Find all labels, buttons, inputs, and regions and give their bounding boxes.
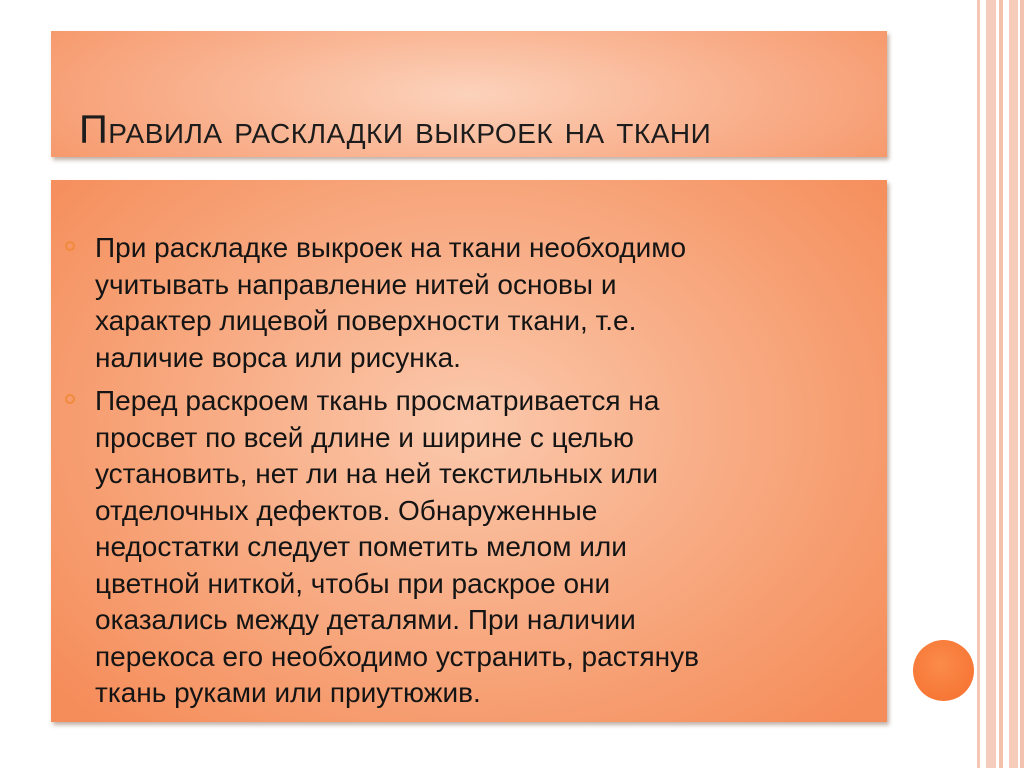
bullet-line: установить, нет ли на ней текстильных или [95, 458, 659, 489]
bullet-line: оказались между деталями. При наличии [95, 604, 636, 635]
bullet-line: ткань руками или приутюжив. [95, 677, 481, 708]
bullet-list [65, 230, 865, 719]
bullet-line: просвет по всей длине и ширине с целью [95, 421, 634, 453]
bullet-line: цветной ниткой, чтобы при раскрое они [95, 567, 611, 599]
bullet-line: учитывать направление нитей основы и [95, 268, 617, 300]
bullet-line: При раскладке выкроек на ткани необходимо [95, 232, 687, 263]
decorative-stripe [986, 0, 996, 768]
decorative-stripe [999, 0, 1003, 768]
bullet-text [95, 383, 865, 712]
title-placeholder[interactable] [51, 31, 887, 157]
bullet-item [65, 383, 865, 712]
bullet-line: характер лицевой поверхности ткани, т.е. [95, 305, 637, 336]
content-placeholder[interactable] [51, 180, 887, 722]
slide-title: Правила раскладки выкроек на ткани [79, 108, 712, 152]
bullet-line: недостатки следует пометить мелом или [95, 531, 627, 562]
bullet-line: наличие ворса или рисунка. [95, 341, 461, 373]
bullet-circle-icon [65, 394, 75, 404]
bullet-circle-icon [65, 241, 75, 251]
bullet-line: Перед раскроем ткань просматривается на [95, 385, 660, 416]
decorative-stripe [1020, 0, 1024, 768]
bullet-line: отделочных дефектов. Обнаруженные [95, 494, 598, 526]
bullet-line: перекоса его необходимо устранить, растянув [95, 640, 700, 672]
bullet-item [65, 230, 865, 376]
decorative-stripe [977, 0, 980, 768]
decorative-stripe [1009, 0, 1018, 768]
decorative-circle-icon [913, 640, 974, 701]
bullet-text [95, 230, 865, 376]
